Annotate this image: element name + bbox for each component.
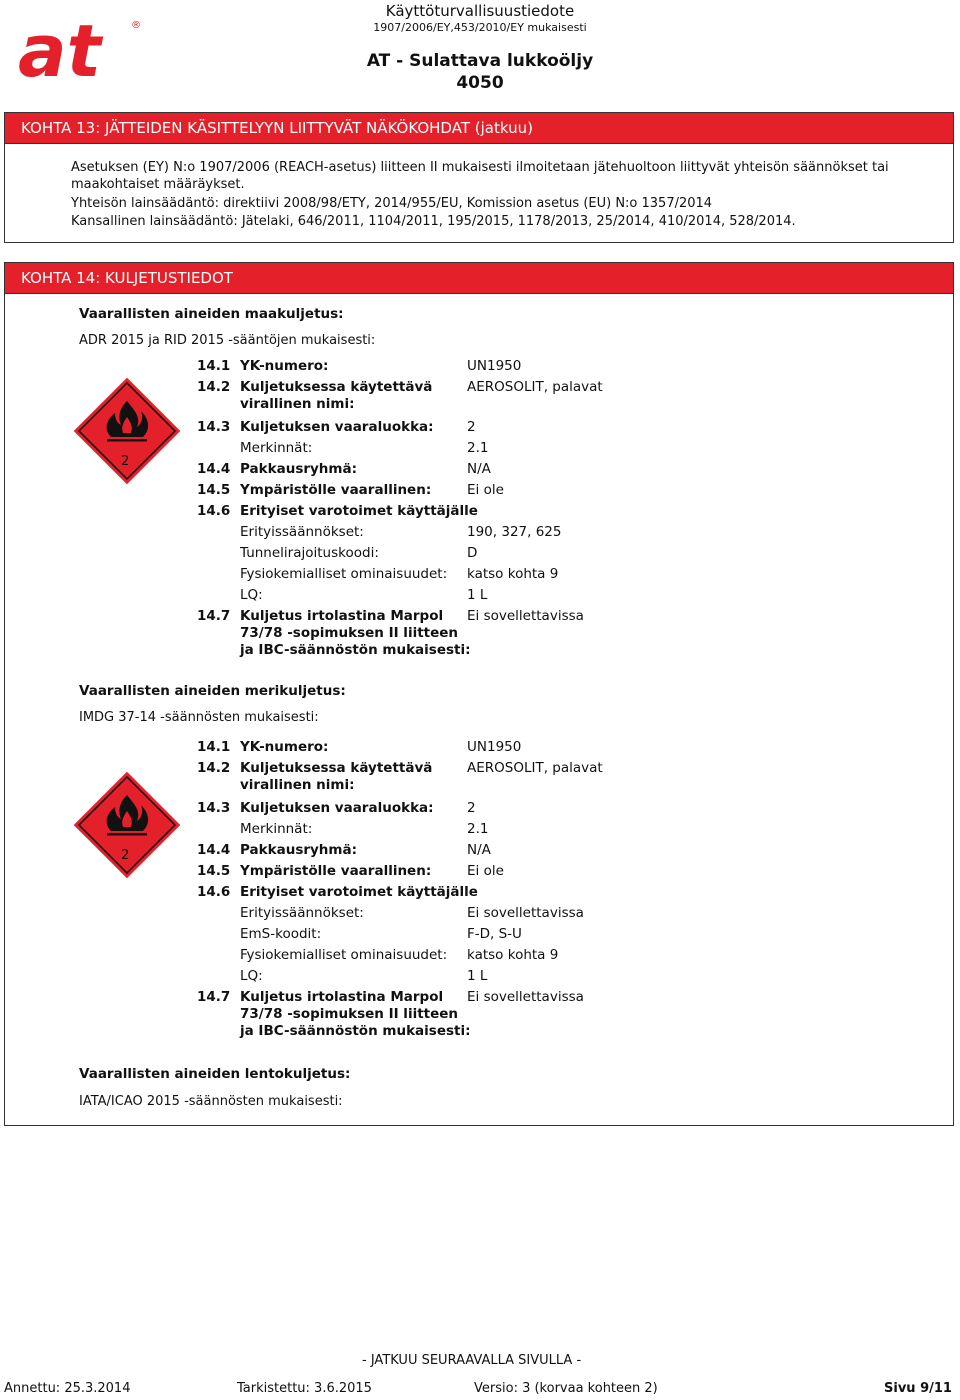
- row-value: Ei sovellettavissa: [467, 989, 584, 1005]
- row-value: 2.1: [467, 440, 489, 456]
- issued-date: Annettu: 25.3.2014: [4, 1381, 131, 1396]
- row-number: 14.7: [197, 608, 231, 624]
- row-label: Erityissäännökset:: [240, 905, 364, 921]
- sea-transport-subtitle: IMDG 37-14 -säännösten mukaisesti:: [79, 710, 319, 725]
- row-value: N/A: [467, 842, 491, 858]
- row-number: 14.1: [197, 739, 231, 755]
- row-label: Kuljetus irtolastina Marpol: [240, 608, 444, 624]
- section-13-line-4: Kansallinen lainsäädäntö: Jätelaki, 646/2011, 1104/2011, 195/2015, 1178/2013, 25/2014, 410/2014, 528/2014.: [71, 214, 796, 229]
- row-label: YK-numero:: [240, 739, 329, 755]
- row-number: 14.4: [197, 461, 231, 477]
- page-number: Sivu 9/11: [884, 1381, 952, 1396]
- sea-transport-title: Vaarallisten aineiden merikuljetus:: [79, 683, 346, 699]
- version-info: Versio: 3 (korvaa kohteen 2): [474, 1381, 658, 1396]
- section-14: [4, 262, 954, 1126]
- row-label: Kuljetuksen vaaraluokka:: [240, 800, 434, 816]
- product-code: 4050: [456, 73, 504, 93]
- logo-wordmark: at: [18, 14, 102, 82]
- sea-class-digit: 2: [121, 848, 130, 863]
- row-label: 73/78 -sopimuksen II liitteen: [240, 625, 459, 641]
- row-label: Pakkausryhmä:: [240, 461, 357, 477]
- row-label: YK-numero:: [240, 358, 329, 374]
- row-label: Ympäristölle vaarallinen:: [240, 863, 432, 879]
- row-label: Tunnelirajoituskoodi:: [240, 545, 379, 561]
- row-label: Ympäristölle vaarallinen:: [240, 482, 432, 498]
- row-label: ja IBC-säännöstön mukaisesti:: [240, 642, 471, 658]
- row-number: 14.3: [197, 419, 231, 435]
- continues-notice: - JATKUU SEURAAVALLA SIVULLA -: [362, 1353, 582, 1368]
- row-label: Erityissäännökset:: [240, 524, 364, 540]
- row-value: D: [467, 545, 478, 561]
- document-regulation: 1907/2006/EY,453/2010/EY mukaisesti: [373, 21, 587, 34]
- section-13-heading: KOHTA 13: JÄTTEIDEN KÄSITTELYYN LIITTYVÄT NÄKÖKOHDAT (jatkuu): [5, 113, 953, 144]
- row-number: 14.5: [197, 863, 231, 879]
- row-value: 1 L: [467, 587, 488, 603]
- section-13-line-2: maakohtaiset määräykset.: [71, 177, 245, 192]
- product-name: AT - Sulattava lukkoöljy: [366, 51, 594, 71]
- row-label: Kuljetus irtolastina Marpol: [240, 989, 444, 1005]
- air-transport-title: Vaarallisten aineiden lentokuljetus:: [79, 1066, 351, 1082]
- road-class-digit: 2: [121, 454, 130, 469]
- row-label: 73/78 -sopimuksen II liitteen: [240, 1006, 459, 1022]
- row-label: EmS-koodit:: [240, 926, 322, 942]
- row-label: Fysiokemialliset ominaisuudet:: [240, 566, 448, 582]
- row-value: katso kohta 9: [467, 566, 559, 582]
- document-title: Käyttöturvallisuustiedote: [385, 2, 575, 20]
- row-number: 14.2: [197, 379, 231, 395]
- row-value: 1 L: [467, 968, 488, 984]
- row-label: Erityiset varotoimet käyttäjälle: [240, 503, 478, 519]
- company-logo: [18, 14, 148, 86]
- row-value: N/A: [467, 461, 491, 477]
- row-value: Ei ole: [467, 863, 504, 879]
- row-value: Ei ole: [467, 482, 504, 498]
- row-label: Erityiset varotoimet käyttäjälle: [240, 884, 478, 900]
- row-value: 190, 327, 625: [467, 524, 562, 540]
- row-label: LQ:: [240, 587, 263, 603]
- row-number: 14.7: [197, 989, 231, 1005]
- section-13-line-1: Asetuksen (EY) N:o 1907/2006 (REACH-asetus) liitteen II mukaisesti ilmoitetaan jätehuoltoon liittyvät yhteisön säännökset tai: [71, 160, 889, 175]
- row-value: F-D, S-U: [467, 926, 522, 942]
- row-value: UN1950: [467, 739, 522, 755]
- row-label: ja IBC-säännöstön mukaisesti:: [240, 1023, 471, 1039]
- row-label: Pakkausryhmä:: [240, 842, 357, 858]
- flammable-gas-icon: [71, 375, 183, 487]
- row-number: 14.6: [197, 503, 231, 519]
- row-number: 14.2: [197, 760, 231, 776]
- row-label: virallinen nimi:: [240, 777, 355, 793]
- row-label: Merkinnät:: [240, 821, 313, 837]
- row-value: 2.1: [467, 821, 489, 837]
- row-label: virallinen nimi:: [240, 396, 355, 412]
- row-number: 14.3: [197, 800, 231, 816]
- logo-registered-mark: ®: [131, 20, 141, 31]
- row-number: 14.6: [197, 884, 231, 900]
- row-label: Merkinnät:: [240, 440, 313, 456]
- row-value: 2: [467, 800, 476, 816]
- at-logo-icon: [18, 14, 148, 82]
- row-label: Fysiokemialliset ominaisuudet:: [240, 947, 448, 963]
- row-value: Ei sovellettavissa: [467, 905, 584, 921]
- air-transport-subtitle: IATA/ICAO 2015 -säännösten mukaisesti:: [79, 1094, 343, 1109]
- flammable-gas-icon: [71, 769, 183, 881]
- row-value: UN1950: [467, 358, 522, 374]
- section-13: [4, 112, 954, 243]
- row-label: Kuljetuksen vaaraluokka:: [240, 419, 434, 435]
- row-number: 14.4: [197, 842, 231, 858]
- row-number: 14.5: [197, 482, 231, 498]
- row-value: Ei sovellettavissa: [467, 608, 584, 624]
- row-label: LQ:: [240, 968, 263, 984]
- row-value: AEROSOLIT, palavat: [467, 379, 603, 395]
- row-label: Kuljetuksessa käytettävä: [240, 760, 433, 776]
- row-label: Kuljetuksessa käytettävä: [240, 379, 433, 395]
- reviewed-date: Tarkistettu: 3.6.2015: [237, 1381, 372, 1396]
- road-transport-title: Vaarallisten aineiden maakuljetus:: [79, 306, 344, 322]
- row-value: AEROSOLIT, palavat: [467, 760, 603, 776]
- section-13-line-3: Yhteisön lainsäädäntö: direktiivi 2008/98/ETY, 2014/955/EU, Komission asetus (EU) N:o 1357/2014: [71, 196, 713, 211]
- section-14-heading: KOHTA 14: KULJETUSTIEDOT: [5, 263, 953, 294]
- road-transport-subtitle: ADR 2015 ja RID 2015 -sääntöjen mukaisesti:: [79, 333, 376, 348]
- row-value: 2: [467, 419, 476, 435]
- row-number: 14.1: [197, 358, 231, 374]
- row-value: katso kohta 9: [467, 947, 559, 963]
